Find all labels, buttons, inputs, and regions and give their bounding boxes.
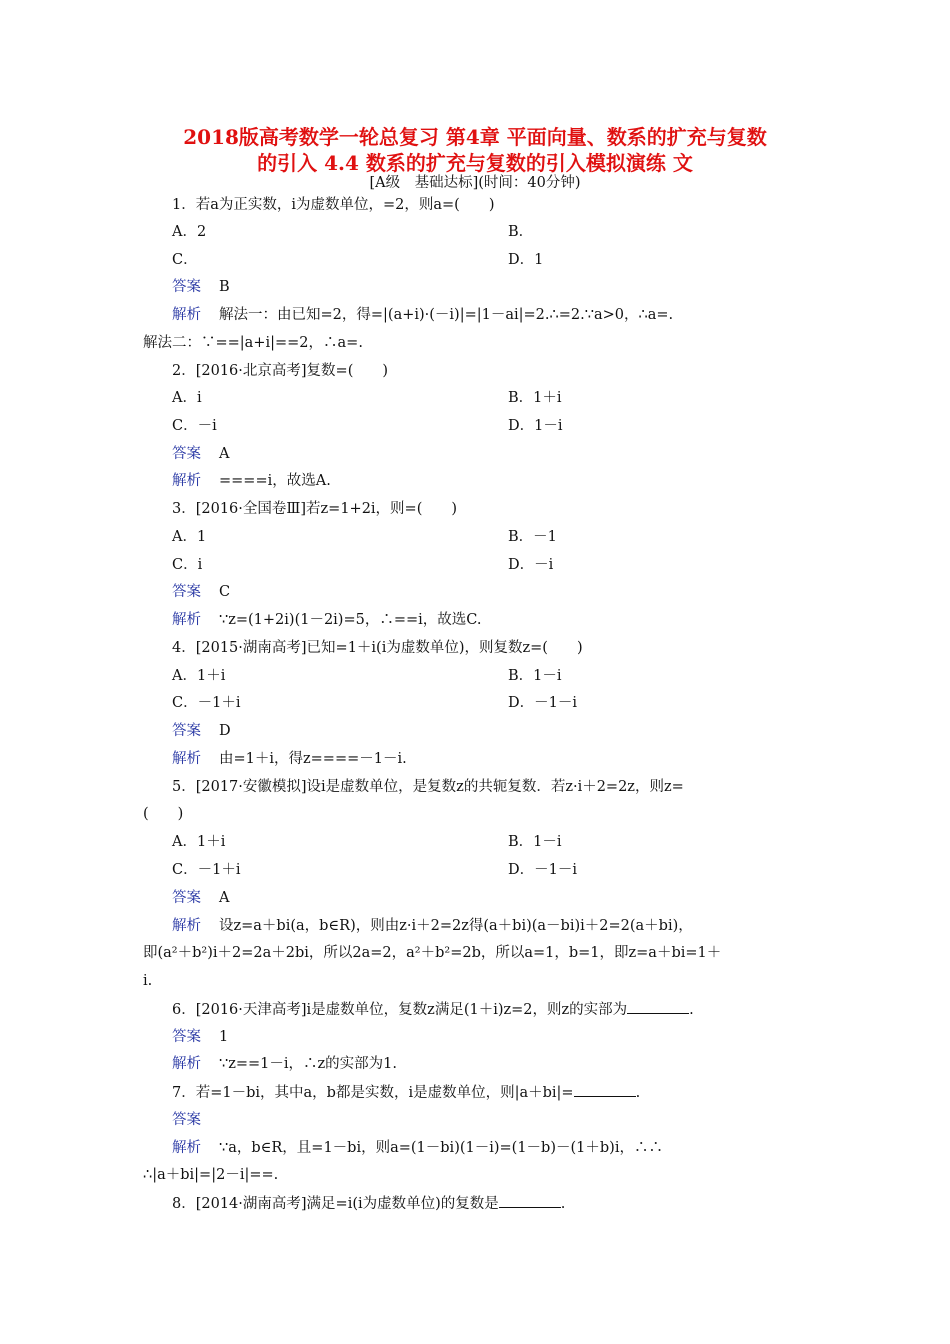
q2-option-c: C．－i (172, 418, 217, 434)
q7-stem: 7．若=1－bi，其中a，b都是实数，i是虚数单位，则|a＋bi|= (172, 1085, 574, 1101)
q2-option-d: D．1－i (508, 418, 563, 434)
analysis-label: 解析 (172, 612, 201, 628)
q5-answer: A (219, 890, 230, 906)
q5-stem-1: 5．[2017·安徽模拟]设i是虚数单位，是复数z的共轭复数．若z·i＋2=2z，则z= (172, 779, 684, 795)
q2-answer: A (219, 446, 230, 462)
analysis-label: 解析 (172, 1056, 201, 1072)
q7-analysis-1: ∵a，b∈R，且=1－bi，则a=(1－bi)(1－i)=(1－b)－(1＋b)i，∴∴ (219, 1140, 663, 1156)
q8-answer-blank (499, 1193, 561, 1208)
document-title-line-1: 2018版高考数学一轮总复习 第4章 平面向量、数系的扩充与复数 (183, 125, 767, 149)
analysis-label: 解析 (172, 473, 201, 489)
q8-stem-end: . (560, 1196, 566, 1212)
q4-option-b: B．1－i (508, 668, 562, 684)
q6-answer: 1 (219, 1029, 229, 1045)
q7-answer-row (172, 1110, 219, 1130)
q1-option-a: A．2 (172, 224, 207, 240)
q3-stem: 3．[2016·全国卷Ⅲ]若z=1+2i，则=( ) (172, 501, 458, 517)
q4-analysis-row (172, 749, 407, 769)
q2-analysis: ====i，故选A. (219, 473, 331, 489)
answer-label: 答案 (172, 446, 201, 462)
q7-stem-end: . (635, 1085, 641, 1101)
q4-stem: 4．[2015·湖南高考]已知=1＋i(i为虚数单位)，则复数z=( ) (172, 640, 583, 656)
q6-answer-row (172, 1027, 228, 1047)
q3-answer: C (219, 584, 231, 600)
q6-stem: 6．[2016·天津高考]i是虚数单位，复数z满足(1＋i)z=2，则z的实部为 (172, 1002, 628, 1018)
answer-label: 答案 (172, 279, 201, 295)
analysis-label: 解析 (172, 751, 201, 767)
q6-answer-blank (627, 999, 689, 1014)
q4-option-d: D．－1－i (508, 695, 577, 711)
q3-option-c: C．i (172, 557, 203, 573)
q4-option-c: C．－1＋i (172, 695, 241, 711)
q3-answer-row (172, 582, 230, 602)
q1-analysis-2: 解法二：∵==|a+i|==2，∴a=. (143, 335, 363, 351)
q8-stem: 8．[2014·湖南高考]满足=i(i为虚数单位)的复数是 (172, 1196, 499, 1212)
analysis-label: 解析 (172, 307, 201, 323)
answer-label: 答案 (172, 890, 201, 906)
q1-option-b: B． (508, 224, 534, 240)
q5-option-b: B．1－i (508, 834, 562, 850)
q6-analysis-row (172, 1054, 397, 1074)
q2-option-b: B．1＋i (508, 390, 562, 406)
q5-analysis-2: 即(a²＋b²)i＋2=2a＋2bi，所以2a=2，a²＋b²=2b，所以a=1，b=1，即z=a＋bi=1＋ (143, 945, 722, 961)
q2-answer-row (172, 444, 229, 464)
q4-answer: D (219, 723, 231, 739)
q7-analysis-row (172, 1138, 663, 1158)
q5-option-a: A．1＋i (172, 834, 226, 850)
q4-option-a: A．1＋i (172, 668, 226, 684)
q5-answer-row (172, 888, 229, 908)
answer-label: 答案 (172, 1029, 201, 1045)
q1-analysis-1: 解法一：由已知=2，得=|(a+i)·(－i)|=|1－ai|=2.∴=2.∵a>0，∴a=. (219, 307, 674, 323)
q1-analysis-row (172, 305, 673, 325)
q5-analysis-3: i. (143, 973, 153, 989)
section-subtitle: [A级 基础达标](时间：40分钟) (369, 175, 581, 191)
q3-analysis: ∵z=(1+2i)(1－2i)=5，∴==i，故选C. (219, 612, 482, 628)
q2-analysis-row (172, 471, 331, 491)
q8-stem-row (172, 1193, 565, 1214)
q5-analysis-1: 设z=a＋bi(a，b∈R)，则由z·i＋2=2z得(a＋bi)(a－bi)i＋2=2(a＋bi)， (219, 918, 693, 934)
q3-option-a: A．1 (172, 529, 207, 545)
q3-option-d: D．－i (508, 557, 554, 573)
q5-option-c: C．－1＋i (172, 862, 241, 878)
q7-answer-blank (574, 1082, 636, 1097)
q3-option-b: B．－1 (508, 529, 557, 545)
q5-option-d: D．－1－i (508, 862, 577, 878)
q1-option-c: C． (172, 252, 198, 268)
q1-answer-row (172, 277, 230, 297)
q2-stem: 2．[2016·北京高考]复数=( ) (172, 363, 389, 379)
answer-label: 答案 (172, 723, 201, 739)
q6-stem-end: . (689, 1002, 694, 1018)
q1-answer: B (219, 279, 230, 295)
q7-analysis-2: ∴|a＋bi|=|2－i|==. (143, 1167, 279, 1183)
q6-stem-row (172, 999, 694, 1020)
answer-label: 答案 (172, 1112, 201, 1128)
q4-analysis: 由=1＋i，得z====－1－i. (219, 751, 407, 767)
analysis-label: 解析 (172, 918, 201, 934)
q7-stem-row (172, 1082, 640, 1103)
answer-label: 答案 (172, 584, 201, 600)
analysis-label: 解析 (172, 1140, 201, 1156)
q2-option-a: A．i (172, 390, 202, 406)
document-title-line-2: 的引入 4.4 数系的扩充与复数的引入模拟演练 文 (257, 151, 693, 175)
q1-option-d: D．1 (508, 252, 544, 268)
q6-analysis: ∵z==1－i，∴z的实部为1. (219, 1056, 397, 1072)
q5-analysis-row (172, 916, 693, 936)
q3-analysis-row (172, 610, 481, 630)
q1-stem: 1．若a为正实数，i为虚数单位，=2，则a=( ) (172, 197, 495, 213)
q5-stem-2: ( ) (143, 806, 184, 822)
q4-answer-row (172, 721, 231, 741)
